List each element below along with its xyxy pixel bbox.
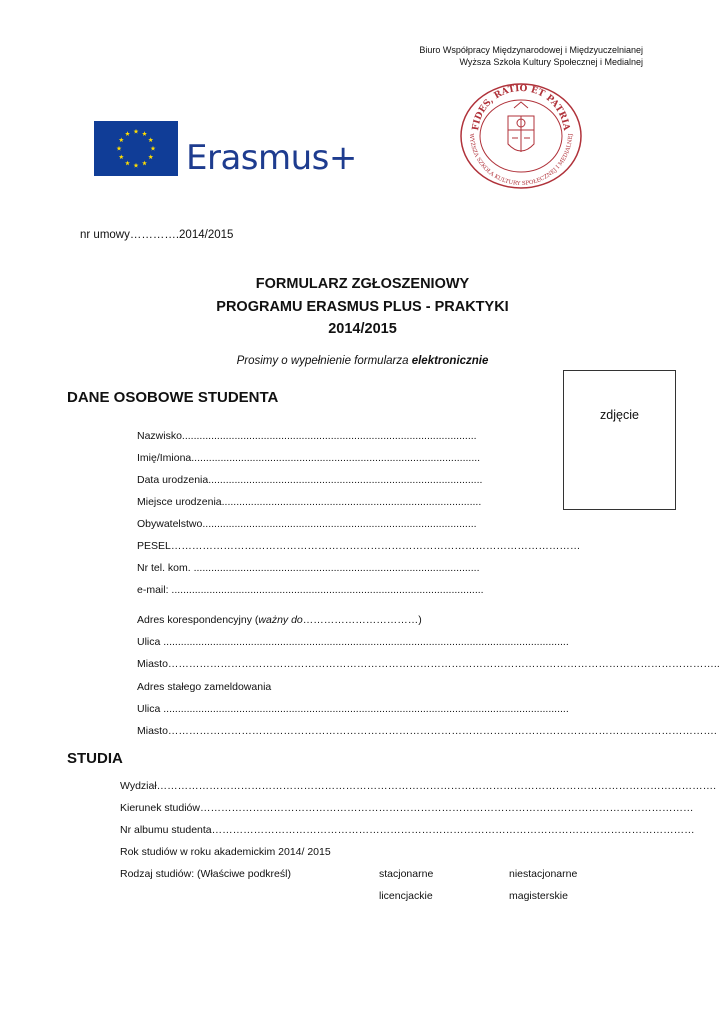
study-year-label: Rok studiów w roku akademickim 2014/ 2015 xyxy=(120,846,331,858)
form-title-line-1: FORMULARZ ZGŁOSZENIOWY xyxy=(255,276,470,292)
faculty-field[interactable]: Wydział……………………………………………………………………………………………………………………………………………. xyxy=(120,780,717,792)
fill-instruction xyxy=(0,355,725,367)
option-master[interactable]: magisterskie xyxy=(509,890,568,902)
option-part-time[interactable]: niestacjonarne xyxy=(509,868,578,880)
photo-box[interactable] xyxy=(563,370,676,510)
surname-field[interactable]: Nazwisko..................................................................................................... xyxy=(137,430,477,442)
student-id-field[interactable]: Nr albumu studenta………………………………………………………………………………………………………………………… xyxy=(120,824,695,836)
form-title-line-2: PROGRAMU ERASMUS PLUS - PRAKTYKI xyxy=(216,299,509,315)
permanent-city-field[interactable]: Miasto…………………………………………………………………………………………………………………………………………. xyxy=(137,725,717,737)
seal-motto-text: FIDES, RATIO ET PATRIA xyxy=(471,83,571,132)
university-seal-icon xyxy=(448,82,594,190)
photo-label: zdjęcie xyxy=(600,408,639,422)
mobile-phone-field[interactable]: Nr tel. kom. .................................................................................................. xyxy=(137,562,480,574)
permanent-address-label: Adres stałego zameldowania xyxy=(137,681,272,693)
contract-number: nr umowy………….2014/2015 xyxy=(80,229,234,241)
pesel-field[interactable]: PESEL……………………………………………………………………………………………………… xyxy=(137,540,581,552)
permanent-street-field[interactable]: Ulica ........................................................................................................................................... xyxy=(137,703,569,715)
citizenship-field[interactable]: Obywatelstwo.............................................................................................. xyxy=(137,518,477,530)
office-name: Biuro Współpracy Międzynarodowej i Międzyuczelnianej xyxy=(419,45,643,55)
erasmus-plus-logo-text: Erasmus+ xyxy=(186,138,357,178)
personal-data-heading: DANE OSOBOWE STUDENTA xyxy=(67,389,279,406)
field-of-study-field[interactable]: Kierunek studiów…………………………………………………………………………………………………………………………… xyxy=(120,802,694,814)
instruction-prefix: Prosimy o wypełnienie formularza xyxy=(236,355,412,367)
correspondence-city-field[interactable]: Miasto………………………………………………………………………………………………………………………………………….. xyxy=(137,658,720,670)
instruction-emphasis: elektronicznie xyxy=(411,355,489,367)
study-type-label: Rodzaj studiów: (Właściwe podkreśl) xyxy=(120,868,291,880)
studies-heading: STUDIA xyxy=(67,750,123,767)
birth-place-field[interactable]: Miejsce urodzenia......................................................................................... xyxy=(137,496,482,508)
option-bachelor[interactable]: licencjackie xyxy=(379,890,433,902)
option-full-time[interactable]: stacjonarne xyxy=(379,868,434,880)
university-name: Wyższa Szkoła Kultury Społecznej i Medialnej xyxy=(459,57,643,67)
birth-date-field[interactable]: Data urodzenia.............................................................................................. xyxy=(137,474,483,486)
eu-flag-icon xyxy=(94,121,178,176)
first-names-field[interactable]: Imię/Imiona................................................................................................... xyxy=(137,452,481,464)
seal-ring-text: WYŻSZA SZKOŁA KULTURY SPOŁECZNEJ I MEDIALNEJ xyxy=(467,133,575,188)
correspondence-street-field[interactable]: Ulica ........................................................................................................................................... xyxy=(137,636,569,648)
form-title-line-3: 2014/2015 xyxy=(328,321,397,337)
email-field[interactable]: e-mail: ........................................................................................................... xyxy=(137,584,484,596)
correspondence-address-label: Adres korespondencyjny (ważny do……………………………) xyxy=(137,614,422,626)
